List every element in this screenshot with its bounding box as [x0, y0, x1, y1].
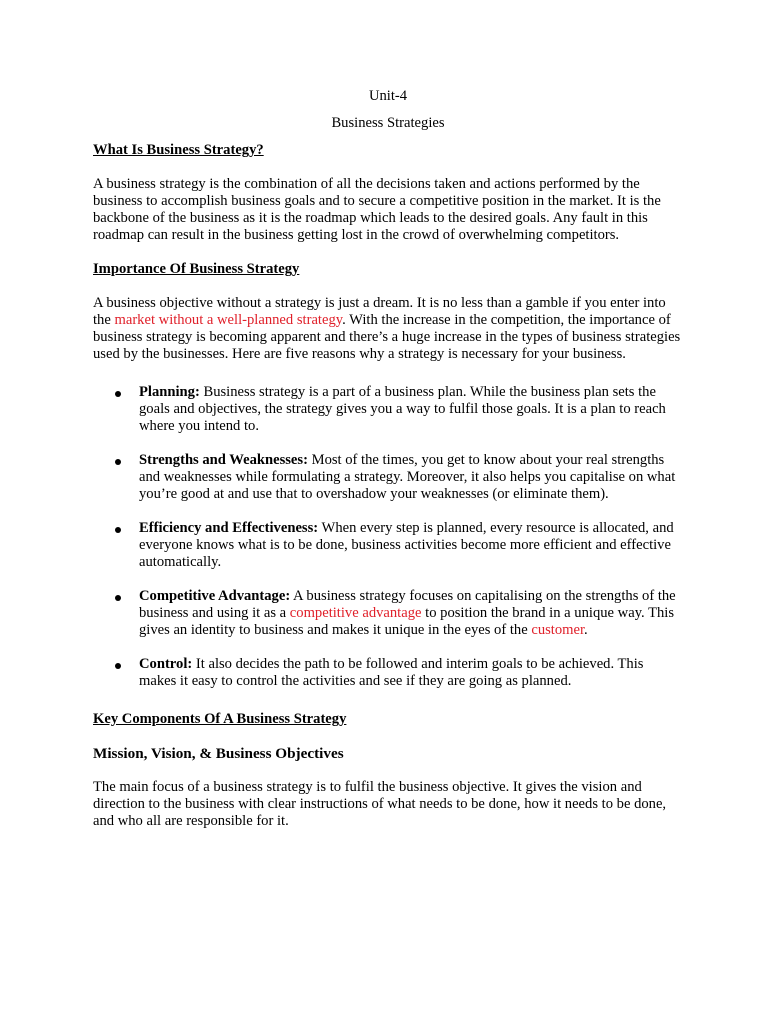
bullet-icon	[115, 527, 121, 533]
reason-term: Planning:	[139, 384, 200, 400]
components-heading: Key Components Of A Business Strategy	[93, 711, 347, 727]
reason-term: Strengths and Weaknesses:	[139, 452, 308, 468]
reason-text: .	[584, 622, 588, 638]
reason-text: It also decides the path to be followed and interim goals to be achieved. This makes it easy to control the activities and see if they are going as planned.	[139, 656, 644, 689]
reason-text: When every step is planned, every resource is allocated, and everyone knows what is to be done, business activities become more efficient and effective automatically.	[139, 520, 674, 570]
reason-text: to position the brand in a unique way. This gives an identity to business and makes it unique in the eyes of the	[139, 605, 675, 638]
reason-text: A business strategy focuses on capitalising on the strengths of the business and using it as a	[139, 588, 676, 621]
reason-text: Business strategy is a part of a business plan. While the business plan sets the goals and objectives, the strategy gives you a way to fulfil those goals. It is a plan to reach where you intend to.	[139, 384, 666, 434]
importance-paragraph	[93, 295, 683, 363]
reasons-list	[93, 384, 683, 690]
reason-text: Most of the times, you get to know about your real strengths and weaknesses while formulating a strategy. Moreover, it also helps you capitalise on what you’re good at and use that to overshadow your weaknesses (or eliminate them).	[139, 452, 676, 502]
mission-subheading: Mission, Vision, & Business Objectives	[93, 745, 344, 762]
document-title: Business Strategies	[331, 115, 445, 131]
list-item	[93, 588, 683, 639]
reason-term: Efficiency and Effectiveness:	[139, 520, 319, 536]
bullet-icon	[115, 595, 121, 601]
importance-text-1: A business objective without a strategy is just a dream. It is no less than a gamble if you enter into the	[93, 295, 666, 328]
reason-term: Control:	[139, 656, 193, 672]
list-item	[93, 384, 683, 435]
bullet-icon	[115, 459, 121, 465]
bullet-icon	[115, 391, 121, 397]
mission-paragraph: The main focus of a business strategy is to fulfil the business objective. It gives the vision and direction to the business with clear instructions of what needs to be done, how it needs to be done, and who all are responsible for it.	[93, 779, 667, 829]
unit-label: Unit-4	[368, 88, 408, 104]
importance-heading: Importance Of Business Strategy	[93, 261, 300, 277]
list-item	[93, 520, 683, 571]
document-page	[93, 88, 683, 830]
list-item	[93, 452, 683, 503]
list-item	[93, 656, 683, 690]
customer-link[interactable]: customer	[531, 622, 585, 638]
importance-text-2: . With the increase in the competition, the importance of business strategy is becoming apparent and there’s a huge increase in the types of business strategies used by the businesses. Here are five reasons why a strategy is necessary for your business.	[93, 312, 681, 362]
bullet-icon	[115, 663, 121, 669]
reason-term: Competitive Advantage:	[139, 588, 291, 604]
market-strategy-link[interactable]: market without a well-planned strategy	[114, 312, 343, 328]
what-paragraph: A business strategy is the combination of all the decisions taken and actions performed by the business to accomplish business goals and to secure a competitive position in the market. It is the backbone of the business as it is the roadmap which leads to the desired goals. Any fault in this roadmap can result in the business getting lost in the crowd of overwhelming competitors.	[93, 176, 661, 243]
competitive-advantage-link[interactable]: competitive advantage	[289, 605, 422, 621]
what-heading: What Is Business Strategy?	[93, 142, 264, 158]
